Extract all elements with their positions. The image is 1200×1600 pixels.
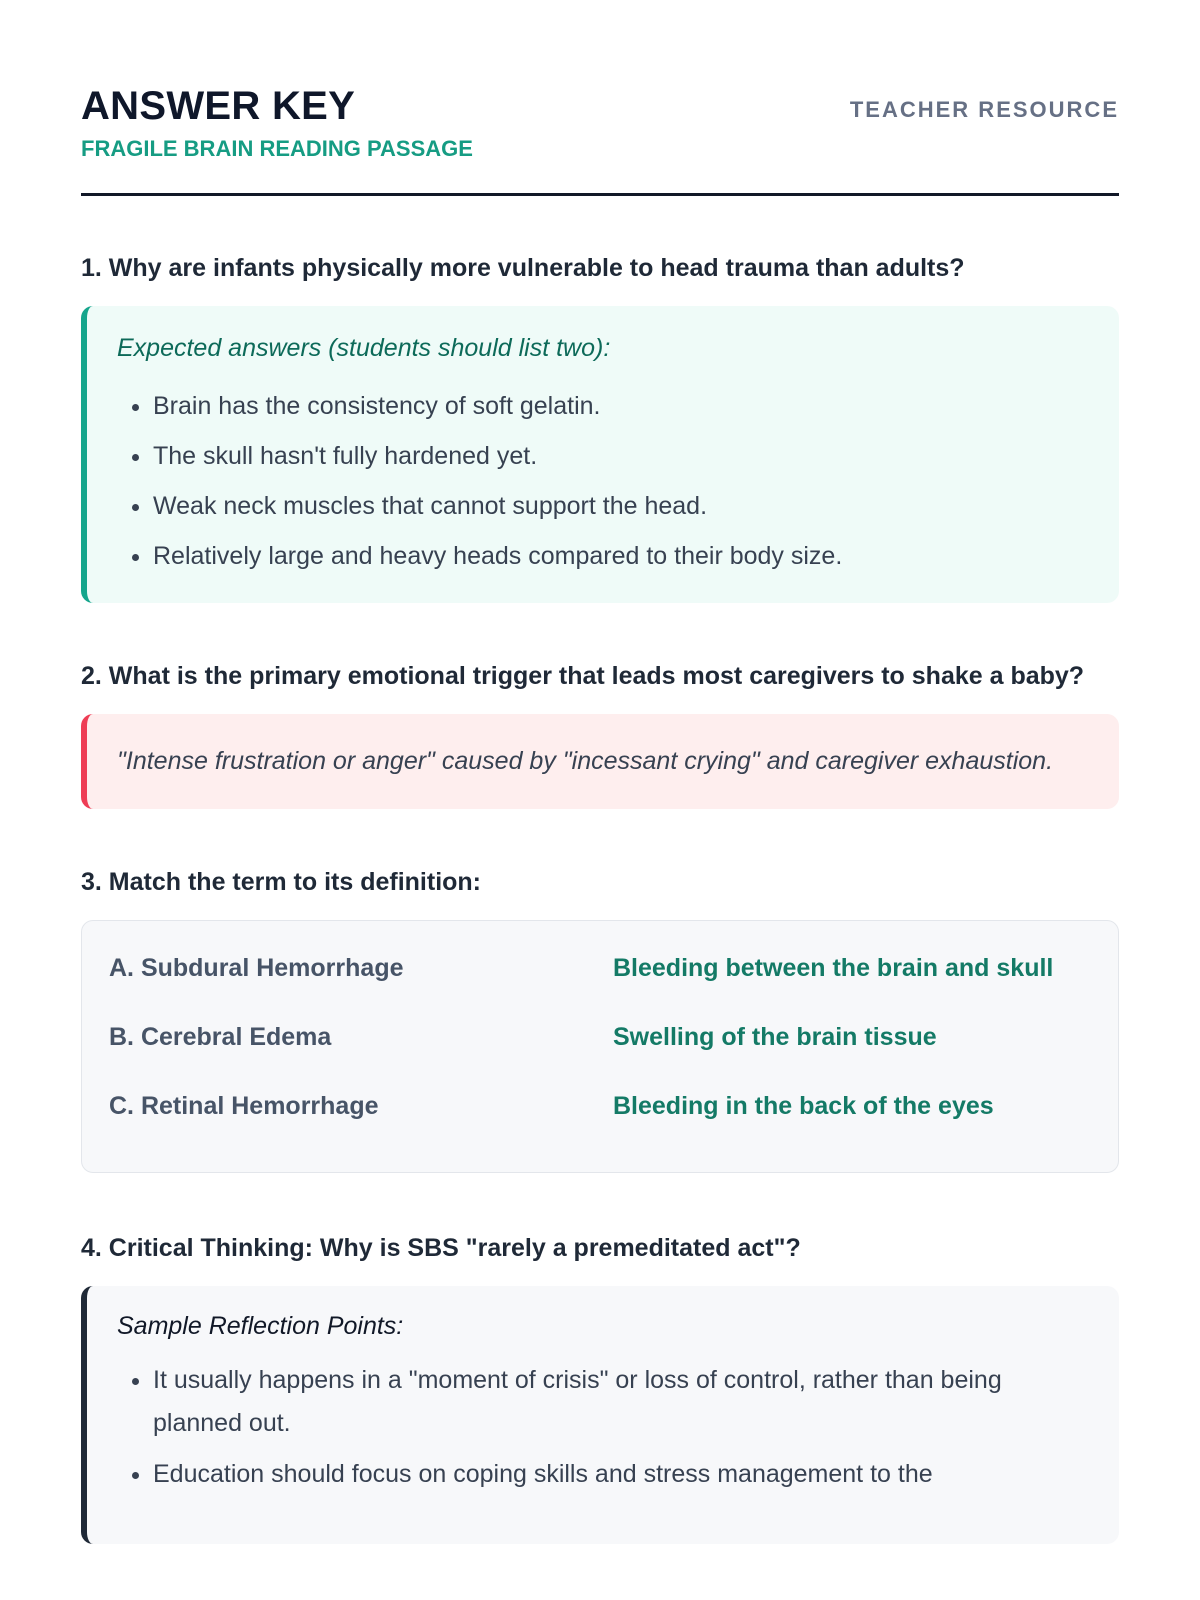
match-term: A. Subdural Hemorrhage [109,954,404,982]
question-3-section [81,861,1119,1173]
question-4: 4. Critical Thinking: Why is SBS "rarely a premeditated act"? [81,1234,801,1262]
table-row [109,1016,1091,1059]
match-term: B. Cerebral Edema [109,1023,332,1051]
list-item: • It usually happens in a "moment of crisis" or loss of control, rather than being planned out. [153,1359,1089,1445]
match-definition: Bleeding in the back of the eyes [613,1092,994,1120]
list-item: • Brain has the consistency of soft gelatin. [153,381,1089,431]
question-4-section [81,1227,1119,1544]
table-row [109,947,1091,990]
question-1-answer-intro: Expected answers (students should list two): [117,334,611,362]
match-term: C. Retinal Hemorrhage [109,1092,379,1120]
question-4-answer-list [117,1359,1089,1496]
question-2-section [81,655,1119,809]
list-item: • Education should focus on coping skills and stress management to the [153,1453,1089,1496]
question-4-answer-box [81,1286,1119,1544]
question-1: 1. Why are infants physically more vulnerable to head trauma than adults? [81,254,965,282]
page-title: ANSWER KEY [81,84,356,128]
teacher-resource-label: TEACHER RESOURCE [849,97,1119,122]
question-1-section [81,247,1119,603]
question-3: 3. Match the term to its definition: [81,868,482,896]
list-item: • Weak neck muscles that cannot support the head. [153,481,1089,531]
question-1-answer-box [81,306,1119,603]
question-2-answer-box [81,714,1119,809]
list-item: • The skull hasn't fully hardened yet. [153,431,1089,481]
question-2: 2. What is the primary emotional trigger that leads most caregivers to shake a baby? [81,662,1085,690]
question-2-answer: "Intense frustration or anger" caused by "incessant crying" and caregiver exhaustion. [117,747,1054,775]
document-header [81,0,1119,196]
match-definition: Swelling of the brain tissue [613,1023,937,1051]
match-definition: Bleeding between the brain and skull [613,954,1054,982]
page-subtitle: FRAGILE BRAIN READING PASSAGE [81,136,473,161]
question-4-answer-intro: Sample Reflection Points: [117,1312,404,1340]
list-item: • Relatively large and heavy heads compared to their body size. [153,531,1089,581]
question-1-answer-list [117,381,1089,581]
matching-table [81,920,1119,1173]
table-row [109,1085,1091,1128]
